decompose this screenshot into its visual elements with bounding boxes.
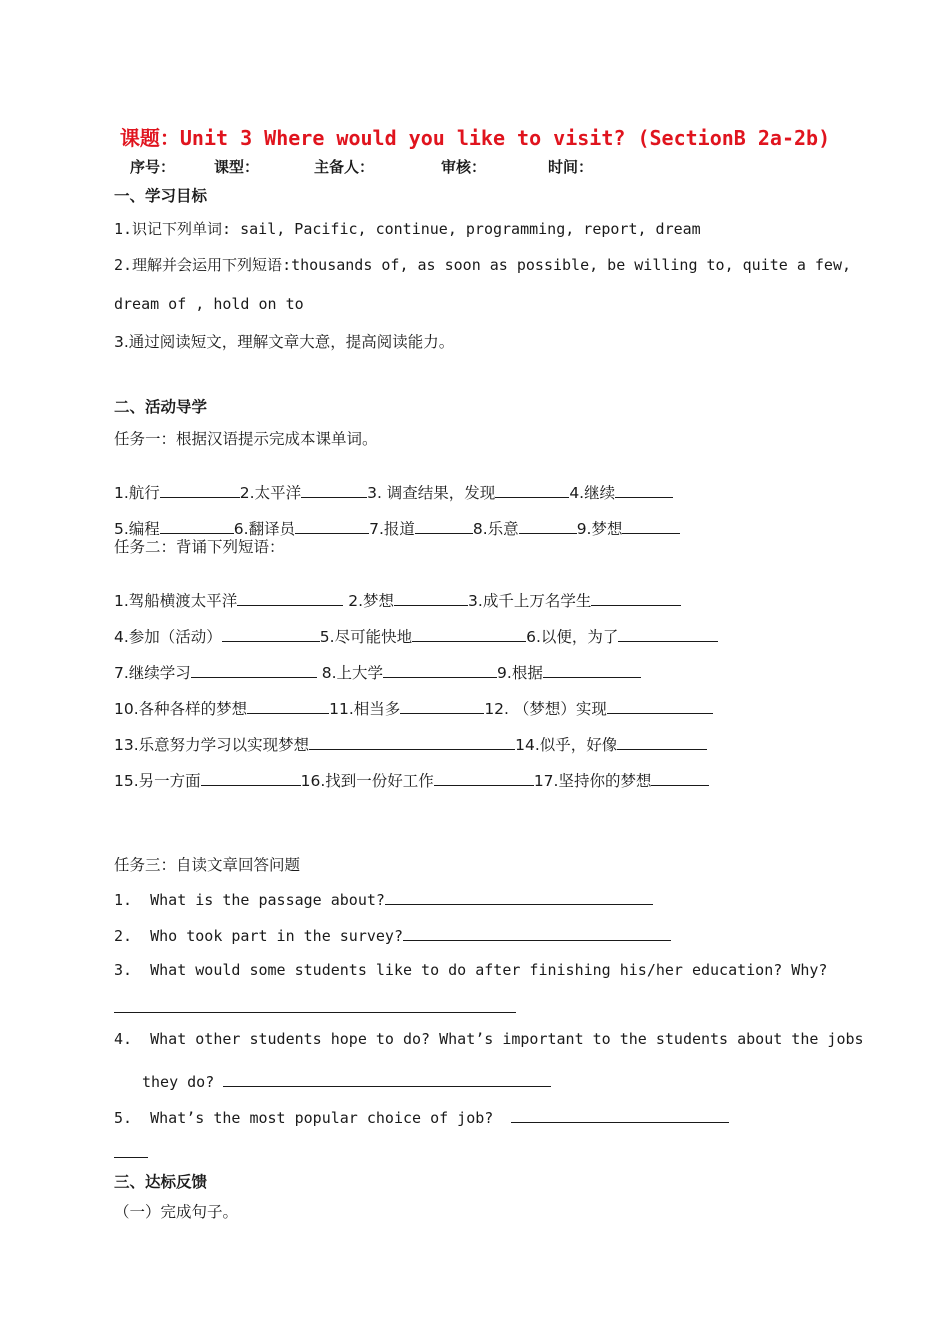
answer-blank[interactable] xyxy=(615,482,673,498)
phrase-prompt: 11.相当多 xyxy=(329,700,401,718)
answer-blank[interactable] xyxy=(412,626,526,642)
answer-line[interactable] xyxy=(114,1012,516,1013)
question-5 xyxy=(114,1107,729,1127)
answer-blank[interactable] xyxy=(309,734,515,750)
goal-item-2-cont: dream of , hold on to xyxy=(114,295,304,313)
section-heading-goals: 一、学习目标 xyxy=(114,187,208,205)
answer-blank[interactable] xyxy=(385,889,653,905)
word-prompt: 2.太平洋 xyxy=(239,484,302,502)
phrase-prompt: 8.上大学 xyxy=(321,664,384,682)
phrase-prompt: 15.另一方面 xyxy=(114,772,201,790)
task-1-row-2 xyxy=(114,499,680,539)
phrase-row-3 xyxy=(114,643,641,683)
section-heading-activities: 二、活动导学 xyxy=(114,398,208,416)
answer-blank[interactable] xyxy=(222,626,320,642)
task-3-label: 任务三：自读文章回答问题 xyxy=(114,856,301,874)
phrase-row-5 xyxy=(114,715,707,755)
word-prompt: 6.翻译员 xyxy=(233,520,296,538)
word-prompt: 8.乐意 xyxy=(472,520,519,538)
phrase-row-4 xyxy=(114,679,713,719)
question-text: 2. Who took part in the survey? xyxy=(114,927,403,945)
section-heading-feedback: 三、达标反馈 xyxy=(114,1173,208,1191)
goal-item-1: 1.识记下列单词: sail, Pacific, continue, programming, report, dream xyxy=(114,220,701,238)
answer-blank[interactable] xyxy=(618,626,718,642)
task-1-row-1 xyxy=(114,463,673,503)
question-text: 5. What’s the most popular choice of job? xyxy=(114,1109,494,1127)
question-2 xyxy=(114,925,671,945)
phrase-prompt: 10.各种各样的梦想 xyxy=(114,700,248,718)
answer-blank[interactable] xyxy=(434,770,534,786)
answer-blank[interactable] xyxy=(201,770,301,786)
phrase-prompt: 14.似乎，好像 xyxy=(515,736,618,754)
answer-blank[interactable] xyxy=(511,1107,729,1123)
word-prompt: 1.航行 xyxy=(114,484,160,502)
answer-blank[interactable] xyxy=(295,518,369,534)
answer-blank[interactable] xyxy=(301,482,367,498)
question-text: 1. What is the passage about? xyxy=(114,891,385,909)
word-prompt: 3. 调查结果，发现 xyxy=(367,484,496,502)
meta-number: 序号： xyxy=(130,158,176,176)
answer-blank[interactable] xyxy=(383,662,497,678)
answer-blank[interactable] xyxy=(237,590,343,606)
answer-blank[interactable] xyxy=(651,770,709,786)
page-title: 课题：Unit 3 Where would you like to visit? (SectionB 2a-2b) xyxy=(119,126,831,150)
task-1-label: 任务一：根据汉语提示完成本课单词。 xyxy=(114,430,378,448)
word-prompt: 7.报道 xyxy=(369,520,415,538)
answer-blank[interactable] xyxy=(191,662,317,678)
phrase-prompt: 5.尽可能快地 xyxy=(319,628,413,646)
question-4: 4. What other students hope to do? What’s important to the students about the jobs xyxy=(114,1030,864,1048)
meta-preparer: 主备人： xyxy=(314,158,375,176)
answer-blank[interactable] xyxy=(160,482,240,498)
answer-blank[interactable] xyxy=(591,590,681,606)
phrase-prompt: 3.成千上万名学生 xyxy=(468,592,592,610)
answer-blank[interactable] xyxy=(543,662,641,678)
answer-blank[interactable] xyxy=(223,1071,551,1087)
meta-reviewer: 审核： xyxy=(441,158,487,176)
word-prompt: 5.编程 xyxy=(114,520,160,538)
phrase-prompt: 4.参加（活动） xyxy=(114,628,222,646)
question-3: 3. What would some students like to do after finishing his/her education? Why? xyxy=(114,961,828,979)
phrase-prompt: 1.驾船横渡太平洋 xyxy=(114,592,238,610)
answer-line[interactable] xyxy=(114,1157,148,1158)
question-1 xyxy=(114,889,653,909)
phrase-prompt: 6.以便，为了 xyxy=(526,628,619,646)
word-prompt: 4.继续 xyxy=(569,484,616,502)
word-prompt: 9.梦想 xyxy=(576,520,623,538)
answer-blank[interactable] xyxy=(622,518,680,534)
meta-type: 课型： xyxy=(214,158,260,176)
goal-item-2: 2.理解并会运用下列短语:thousands of, as soon as possible, be willing to, quite a few, xyxy=(114,256,852,274)
phrase-prompt: 2.梦想 xyxy=(348,592,395,610)
task-2-label: 任务二：背诵下列短语： xyxy=(114,538,285,556)
phrase-row-1 xyxy=(114,571,681,611)
answer-blank[interactable] xyxy=(394,590,468,606)
phrase-row-2 xyxy=(114,607,718,647)
answer-blank[interactable] xyxy=(400,698,484,714)
answer-blank[interactable] xyxy=(617,734,707,750)
meta-time: 时间： xyxy=(548,158,594,176)
answer-blank[interactable] xyxy=(160,518,234,534)
phrase-prompt: 9.根据 xyxy=(497,664,543,682)
answer-blank[interactable] xyxy=(607,698,713,714)
feedback-sub-1: （一）完成句子。 xyxy=(114,1203,239,1221)
phrase-prompt: 16.找到一份好工作 xyxy=(300,772,434,790)
phrase-prompt: 7.继续学习 xyxy=(114,664,191,682)
phrase-prompt: 12. （梦想）实现 xyxy=(484,700,607,718)
answer-blank[interactable] xyxy=(495,482,569,498)
phrase-prompt: 17.坚持你的梦想 xyxy=(533,772,652,790)
answer-blank[interactable] xyxy=(247,698,329,714)
answer-blank[interactable] xyxy=(519,518,577,534)
phrase-prompt: 13.乐意努力学习以实现梦想 xyxy=(114,736,310,754)
answer-blank[interactable] xyxy=(403,925,671,941)
goal-item-3: 3.通过阅读短文，理解文章大意，提高阅读能力。 xyxy=(114,333,455,351)
question-text: they do? xyxy=(142,1073,215,1091)
answer-blank[interactable] xyxy=(415,518,473,534)
question-4-cont xyxy=(142,1071,551,1091)
phrase-row-6 xyxy=(114,751,709,791)
